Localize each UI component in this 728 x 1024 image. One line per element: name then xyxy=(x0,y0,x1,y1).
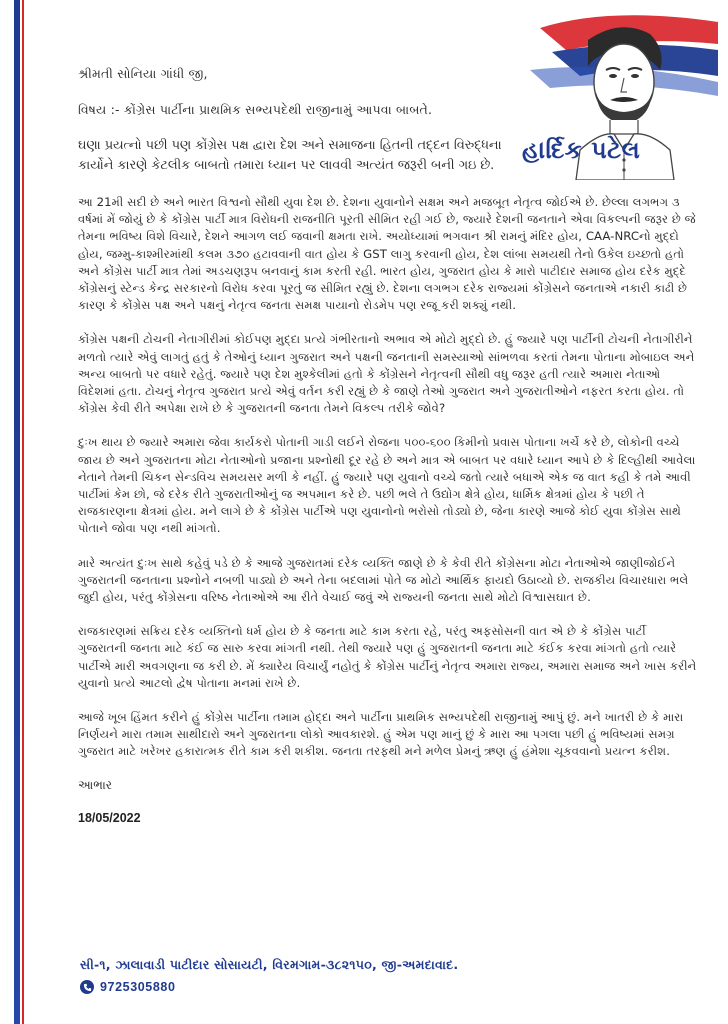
letter-paragraph: આજે ખૂબ હિંમત કરીને હું કોંગ્રેસ પાર્ટીના તમામ હોદ્દા અને પાર્ટીના પ્રાથમિક સભ્યપદેથી રાજીનામું આપું છું. મને ખાતરી છે કે મારા નિર્ણયને મારા તમામ સાથીદારો અને ગુજરાતના લોકો આવકારશે. હું એમ પણ માનું છું કે મારા આ પગલા પછી હું ભવિષ્યમાં સમગ્ર ગુજરાત માટે ખરેખર હકારાત્મક રીતે કામ કરી શકીશ. જનતા તરફથી મને મળેલ પ્રેમનું ઋણ હું હંમેશા ચૂકવવાનો પ્રયત્ન કરીશ. xyxy=(78,710,684,759)
letter-intro: ઘણા પ્રયત્નો પછી પણ કોંગ્રેસ પક્ષ દ્વારા દેશ અને સમાજના હિતની તદ્દન વિરુદ્ધના કાર્યોને કારણે કેટલીક બાબતો તમારા ધ્યાન પર લાવવી અત્યંત જરૂરી બની ગઇ છે. xyxy=(78,138,502,173)
letter-paragraph: આ 21મી સદી છે અને ભારત વિશ્વનો સૌથી યુવા દેશ છે. દેશના યુવાનોને સક્ષમ અને મજબૂત નેતૃત્વ જોઈએ છે. છેલ્લા લગભગ ૩ વર્ષમાં મેં જોયું છે કે કોંગ્રેસ પાર્ટી માત્ર વિરોધની રાજનીતિ પૂરતી સીમિત રહી ગઈ છે, જ્યારે દેશની જનતાને એવા વિકલ્પની જરૂર છે જે તેમના ભવિષ્ય વિશે વિચારે, દેશને આગળ લઈ જવાની ક્ષમતા રાખે. અયોધ્યામાં ભગવાન શ્રી રામનું મંદિર હોય, CAA-NRCનો મુદ્દો હોય, જમ્મુ-કાશ્મીરમાંથી કલમ ૩૭૦ હટાવવાની વાત હોય કે GST લાગુ કરવાની હોય, દેશ લાંબા સમયથી તેનો ઉકેલ ઇચ્છતો હતો અને કોંગ્રેસ પાર્ટી માત્ર તેમાં અડચણરૂપ બનવાનું કામ કરતી રહી. ભારત હોય, ગુજરાત હોય કે મારો પાટીદાર સમાજ હોય દરેક મુદ્દે કોંગ્રેસનું સ્ટેન્ડ કેન્દ્ર સરકારનો વિરોધ કરવા પૂરતું જ સીમિત રહ્યું છે. દેશના લગભગ દરેક રાજ્યમાં કોંગ્રેસને જનતાએ નકારી કાઢી છે કારણ કે કોંગ્રેસ પક્ષ અને પક્ષનું નેતૃત્વ જનતા સમક્ષ પાયાનો રોડમેપ પણ રજૂ કરી શક્યું નથી. xyxy=(78,195,696,313)
letter-paragraph: દુઃખ થાય છે જ્યારે અમારા જેવા કાર્યકરો પોતાની ગાડી લઈને રોજના ૫૦૦-૬૦૦ કિમીનો પ્રવાસ પોતાના ખર્ચે કરે છે, લોકોની વચ્ચે જાય છે અને ગુજરાતના મોટા નેતાઓનો પ્રજાના પ્રશ્નોથી દૂર રહે છે અને માત્ર એ બાબત પર વધારે ધ્યાન આપે છે કે દિલ્હીથી આવેલા નેતાને તેમની ચિકન સેન્ડવિચ સમયસર મળી કે નહીં. હું જ્યારે પણ યુવાનો વચ્ચે જતો ત્યારે બધાએ એક જ વાત કહી કે તમે આવી પાર્ટીમાં કેમ છો, જે દરેક રીતે ગુજરાતીઓનું જ અપમાન કરે છે. પછી ભલે તે ઉદ્યોગ ક્ષેત્રે હોય, ધાર્મિક ક્ષેત્રમાં હોય કે પછી તે રાજકારણના ક્ષેત્રમાં હોય. મને લાગે છે કે કોંગ્રેસ પાર્ટીએ પણ યુવાનોનો ભરોસો તોડ્યો છે, જેના કારણે આજે કોઈ યુવા કોંગ્રેસ સાથે પોતાને જોવા પણ નથી માંગતો. xyxy=(78,435,696,536)
letter-salutation: શ્રીમતી સોનિયા ગાંધી જી, xyxy=(78,66,208,81)
letter-paragraph: કોંગ્રેસ પક્ષની ટોચની નેતાગીરીમાં કોઈપણ મુદ્દા પ્રત્યે ગંભીરતાનો અભાવ એ મોટો મુદ્દો છે. હું જ્યારે પણ પાર્ટીની ટોચની નેતાગીરીને મળતો ત્યારે એવું લાગતું હતું કે તેઓનું ધ્યાન ગુજરાત અને પક્ષની જનતાની સમસ્યાઓ સાંભળવા કરતાં તેમના પોતાના મોબાઇલ અને અન્ય બાબતો પર વધારે રહેતું. જ્યારે પણ દેશ મુશ્કેલીમાં હતો કે કોંગ્રેસને નેતૃત્વની સૌથી વધુ જરૂર હતી ત્યારે અમારા નેતાઓ વિદેશમાં હતા. ટોચનું નેતૃત્વ ગુજરાત પ્રત્યે એવું વર્તન કરી રહ્યું છે કે જાણે તેઓ ગુજરાત અને ગુજરાતીઓને નફરત કરતા હોય. તો કોંગ્રેસ કેવી રીતે અપેક્ષા રાખે છે કે ગુજરાતની જનતા તેમને વિકલ્પ તરીકે જોવે? xyxy=(78,332,695,416)
letter-paragraph: રાજકારણમાં સક્રિય દરેક વ્યક્તિનો ધર્મ હોય છે કે જનતા માટે કામ કરતા રહે, પરંતુ અફસોસની વાત એ છે કે કોંગ્રેસ પાર્ટી ગુજરાતની જનતા માટે કંઈ જ સારુ કરવા માંગતી નથી. તેથી જ્યારે પણ હું ગુજરાતની જનતા માટે કંઈક કરવા માંગતો હતો ત્યારે પાર્ટીએ મારી અવગણના જ કરી છે. મેં ક્યારેય વિચાર્યું નહોતું કે કોંગ્રેસ પાર્ટીનું નેતૃત્વ અમારા રાજ્ય, અમારા સમાજ અને ખાસ કરીને યુવાનો પ્રત્યે આટલો દ્વેષ પોતાના મનમાં રાખે છે. xyxy=(78,624,697,690)
letter-paragraph: મારે અત્યંત દુઃખ સાથે કહેવું પડે છે કે આજે ગુજરાતમાં દરેક વ્યક્તિ જાણે છે કે કેવી રીતે કોંગ્રેસના મોટા નેતાઓએ જાણીજોઈને ગુજરાતની જનતાના પ્રશ્નોને નબળી પાડ્યો છે અને તેના બદલામાં પોતે જ મોટો આર્થિક ફાયદો ઉઠાવ્યો છે. રાજકીય વિચારધારા ભલે જુદી હોય, પરંતુ કોંગ્રેસના વરિષ્ઠ નેતાઓએ આ રીતે વેચાઈ જવું એ રાજ્યની જનતા સાથે મોટો વિશ્વાસઘાત છે. xyxy=(78,555,689,605)
left-border-stripe xyxy=(14,0,20,1024)
phone-icon xyxy=(80,980,94,994)
footer-phone-row xyxy=(80,980,176,994)
letter-subject: વિષય :- કોંગ્રેસ પાર્ટીના પ્રાથમિક સભ્યપદેથી રાજીનામું આપવા બાબતે. xyxy=(78,102,433,117)
letter-closing: આભાર xyxy=(78,777,113,792)
letter-body xyxy=(78,62,698,825)
letter-date: 18/05/2022 xyxy=(78,810,141,825)
footer-phone-number: 9725305880 xyxy=(100,980,176,994)
footer-address: સી-૧, ઝાલાવાડી પાટીદાર સોસાયટી, વિરમગામ-૩૮૨૧૫૦, જી-અમદાવાદ. xyxy=(80,957,459,972)
left-border-accent xyxy=(22,0,24,1024)
signature-name-header: હાર્દિક પટેલ xyxy=(522,136,641,164)
